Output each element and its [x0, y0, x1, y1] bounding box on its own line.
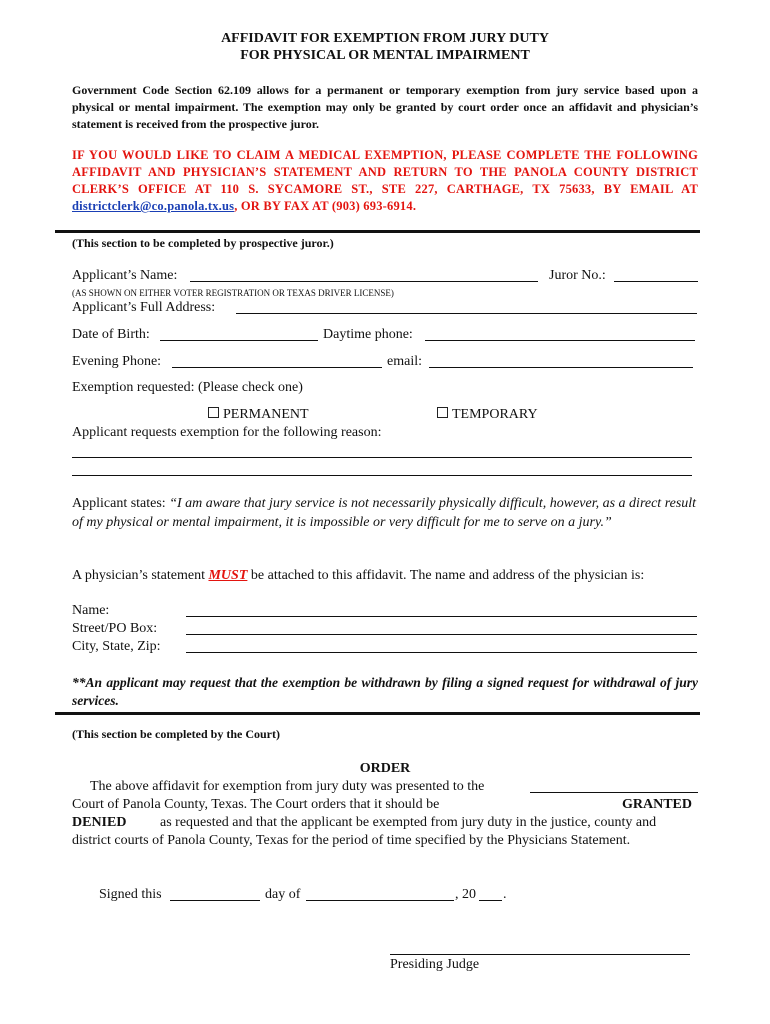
withdraw-note: **An applicant may request that the exemption be withdrawn by filing a signed request for withdrawal of jury services. — [72, 675, 698, 708]
permanent-option[interactable] — [208, 406, 309, 423]
section-divider-court — [55, 712, 700, 715]
order-line-1: The above affidavit for exemption from jury duty was presented to the — [90, 779, 485, 794]
reason-line-2[interactable] — [72, 475, 692, 476]
applicant-statement-quote: “I am aware that jury service is not necessarily physically difficult, however, as a direct result of my physical or mental impairment, it is impossible or very difficult for me to serve on a jury.” — [72, 496, 697, 530]
temporary-checkbox[interactable] — [437, 407, 448, 418]
applicant-name-field[interactable] — [190, 281, 538, 282]
email-label: email: — [387, 354, 422, 369]
evening-phone-label: Evening Phone: — [72, 354, 162, 369]
juror-section-heading: (This section to be completed by prospective juror.) — [72, 236, 334, 250]
order-line-2: Court of Panola County, Texas. The Court orders that it should be — [72, 797, 440, 812]
physician-city-field[interactable] — [186, 652, 697, 653]
temporary-option[interactable] — [437, 406, 538, 423]
daytime-phone-label: Daytime phone: — [323, 327, 413, 342]
evening-phone-field[interactable] — [172, 367, 382, 368]
physician-street-field[interactable] — [186, 634, 697, 635]
dob-label: Date of Birth: — [72, 327, 150, 342]
address-label: Applicant’s Full Address: — [72, 300, 216, 315]
physician-must: MUST — [208, 568, 248, 583]
presiding-judge-label: Presiding Judge — [390, 957, 480, 972]
physician-pre: A physician’s statement — [72, 568, 205, 583]
order-line-3: as requested and that the applicant be exempted from jury duty in the justice, county and — [160, 815, 657, 830]
physician-post: be attached to this affidavit. The name and address of the physician is: — [250, 568, 645, 583]
temporary-label: TEMPORARY — [452, 407, 538, 422]
form-title-line-1: AFFIDAVIT FOR EXEMPTION FROM JURY DUTY — [221, 31, 549, 46]
physician-statement-line — [72, 567, 644, 584]
order-title: ORDER — [359, 761, 411, 776]
juror-no-label: Juror No.: — [549, 268, 606, 283]
address-field[interactable] — [236, 313, 697, 314]
notice-tail: , OR BY FAX AT (903) 693-6914. — [234, 199, 417, 213]
year-suffix: . — [503, 887, 507, 902]
juror-no-field[interactable] — [614, 281, 698, 282]
dob-field[interactable] — [160, 340, 318, 341]
intro-paragraph: Government Code Section 62.109 allows for a permanent or temporary exemption from jury service based upon a physical or mental impairment. The exemption may only be granted by court order once an affidavit and physician’s statement is received from the prospective juror. — [72, 83, 698, 131]
applicant-name-hint: (AS SHOWN ON EITHER VOTER REGISTRATION OR TEXAS DRIVER LICENSE) — [72, 288, 394, 298]
signed-day-field[interactable] — [170, 900, 260, 901]
form-title-line-2: FOR PHYSICAL OR MENTAL IMPAIRMENT — [240, 48, 530, 63]
court-section-heading: (This section be completed by the Court) — [72, 727, 280, 741]
denied-option[interactable]: DENIED — [72, 815, 127, 830]
physician-street-label: Street/PO Box: — [72, 621, 158, 636]
signed-year-field[interactable] — [479, 900, 502, 901]
day-of-label: day of — [265, 887, 301, 902]
applicant-statement — [72, 495, 702, 532]
court-name-field[interactable] — [530, 792, 698, 793]
permanent-checkbox[interactable] — [208, 407, 219, 418]
section-divider-top — [55, 230, 700, 233]
physician-name-field[interactable] — [186, 616, 697, 617]
order-line-4: district courts of Panola County, Texas for the period of time specified by the Physicians Statement. — [72, 833, 631, 848]
permanent-label: PERMANENT — [223, 407, 309, 422]
notice-paragraph — [72, 147, 698, 215]
clerk-email-link[interactable]: districtclerk@co.panola.tx.us — [72, 199, 235, 213]
signed-this-label: Signed this — [99, 887, 162, 902]
exemption-label: Exemption requested: (Please check one) — [72, 380, 303, 395]
reason-line-1[interactable] — [72, 457, 692, 458]
applicant-states-label: Applicant states: — [72, 496, 166, 511]
notice-text: IF YOU WOULD LIKE TO CLAIM A MEDICAL EXEMPTION, PLEASE COMPLETE THE FOLLOWING AFFIDAVIT AND PHYSICIAN’S STATEMENT AND RETURN TO THE PANOLA COUNTY DISTRICT CLERK’S OFFICE AT 110 S. SYCAMORE ST., STE 227, CARTHAGE, TX 75633, BY EMAIL AT — [72, 148, 698, 196]
daytime-phone-field[interactable] — [425, 340, 695, 341]
year-prefix: , 20 — [455, 887, 476, 902]
granted-option[interactable]: GRANTED — [622, 797, 693, 812]
physician-name-label: Name: — [72, 603, 110, 618]
applicant-name-label: Applicant’s Name: — [72, 268, 178, 283]
judge-signature-line[interactable] — [390, 954, 690, 955]
physician-city-label: City, State, Zip: — [72, 639, 161, 654]
signed-month-field[interactable] — [306, 900, 454, 901]
reason-label: Applicant requests exemption for the following reason: — [72, 425, 382, 440]
email-field[interactable] — [429, 367, 693, 368]
